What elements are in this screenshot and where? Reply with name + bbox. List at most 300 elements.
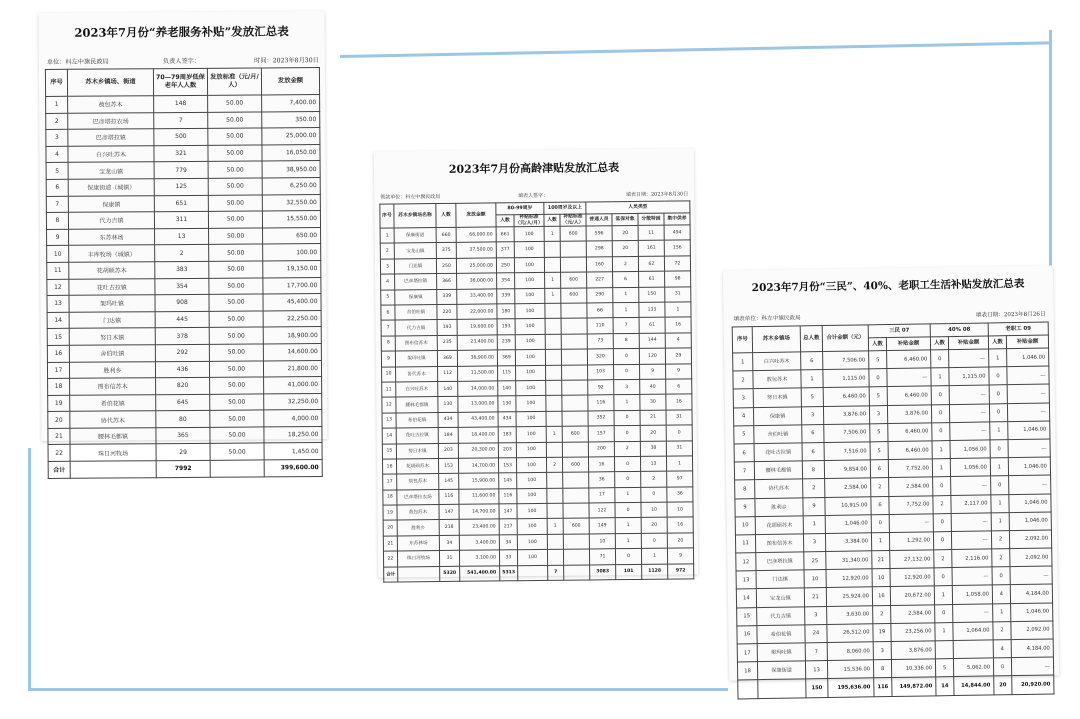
table-cell: 650.00 — [263, 227, 321, 244]
table-cell — [563, 488, 589, 504]
table-cell: 147 — [499, 504, 517, 520]
table-cell — [546, 380, 562, 396]
table-cell: 3 — [380, 259, 394, 275]
table-cell: 1,046.00 — [1007, 348, 1049, 367]
table-cell: 1 — [993, 603, 1011, 621]
table-cell: 20 — [640, 425, 666, 441]
sheet1-header-row — [45, 68, 319, 97]
table-cell — [563, 503, 589, 519]
table-cell: 珠日河牧场 — [70, 444, 156, 461]
table-cell: 0 — [991, 476, 1009, 494]
col-header: 补贴标准（元/人） — [560, 214, 586, 226]
table-cell: 东苏林场 — [397, 535, 439, 551]
table-cell: — — [950, 422, 990, 441]
table-cell: 1 — [934, 586, 952, 604]
table-cell — [547, 503, 563, 519]
table-cell: 2,584.00 — [891, 604, 935, 623]
table-cell: 0 — [932, 422, 950, 440]
table-cell: 6,460.00 — [887, 386, 931, 405]
table-cell: 8 — [381, 336, 395, 352]
table-row — [47, 227, 321, 246]
table-cell: 20,300.00 — [458, 442, 498, 458]
table-cell: 希伯花镇 — [396, 412, 438, 428]
sheet3-unit: 填表单位：科左中旗民政局 — [733, 315, 801, 323]
table-cell: 7 — [734, 462, 754, 480]
table-cell: 50.00 — [210, 410, 264, 427]
table-cell: 白兴吐苏木 — [68, 145, 154, 162]
table-cell: 20 — [383, 520, 397, 536]
col-group-header: 40% 08 — [930, 323, 988, 337]
table-cell: 150 — [639, 287, 665, 303]
total-row — [48, 460, 322, 479]
table-row — [46, 128, 320, 147]
total-cell: 541,400.00 — [460, 566, 500, 582]
table-row — [48, 410, 322, 429]
table-cell: 8 — [873, 660, 891, 678]
table-cell: 220 — [437, 304, 457, 320]
table-cell: 19,600.00 — [457, 319, 497, 335]
table-row — [46, 211, 320, 230]
table-cell: 32,550.00 — [262, 194, 320, 211]
table-cell: 2 — [155, 245, 209, 262]
table-cell: 20,672.00 — [890, 586, 934, 605]
table-cell: 9 — [803, 497, 825, 516]
sheet1-meta — [39, 47, 325, 69]
table-cell: 8 — [613, 333, 639, 349]
table-cell: 0 — [989, 385, 1007, 403]
table-cell: 白兴吐苏木 — [396, 381, 438, 397]
table-cell: 1,056.00 — [950, 440, 990, 459]
table-cell: 320 — [587, 349, 613, 365]
table-cell: 100 — [516, 442, 546, 458]
table-cell — [562, 395, 588, 411]
table-cell: 22,250.00 — [263, 310, 321, 327]
table-cell: 0 — [641, 533, 667, 549]
table-cell: 50.00 — [209, 294, 263, 311]
sheet2-table — [379, 200, 694, 582]
table-cell: 24 — [805, 624, 827, 643]
table-cell — [563, 549, 589, 565]
table-cell: 600 — [561, 272, 587, 288]
table-cell: 1 — [613, 287, 639, 303]
table-cell: 2 — [991, 531, 1009, 549]
col-header: 总人数 — [800, 326, 822, 352]
table-cell: 6 — [871, 496, 889, 514]
table-cell — [547, 534, 563, 550]
table-cell: 180 — [497, 304, 515, 320]
table-cell: 369 — [437, 350, 457, 366]
col-header: 人数 — [930, 337, 948, 350]
table-cell: 50.00 — [210, 377, 264, 394]
table-cell: 600 — [563, 518, 589, 534]
table-row — [46, 111, 320, 130]
total-cell — [70, 461, 156, 478]
table-cell: 12,920.00 — [826, 569, 872, 588]
table-cell: 0 — [989, 403, 1007, 421]
table-cell: 908 — [155, 294, 209, 311]
table-cell: 21 — [640, 410, 666, 426]
table-cell: 保康街道 — [394, 228, 436, 244]
table-cell: 645 — [156, 394, 210, 411]
table-cell: 2 — [871, 478, 889, 496]
table-cell: 3,876.00 — [823, 405, 869, 424]
table-cell: 10 — [804, 570, 826, 589]
table-cell: 努日木镇 — [753, 388, 801, 407]
table-cell: 15,550.00 — [262, 211, 320, 228]
table-cell: 100 — [516, 457, 546, 473]
table-cell: 32,250.00 — [264, 393, 322, 410]
table-cell: 148 — [154, 95, 208, 112]
table-cell: 7,400.00 — [262, 95, 320, 112]
col-header: 苏木乡镇场名称 — [394, 204, 436, 228]
table-cell: 11 — [382, 382, 396, 398]
table-cell: 1 — [547, 519, 563, 535]
table-cell: 图布信苏木 — [70, 378, 156, 395]
table-cell: — — [1008, 439, 1050, 458]
table-cell: 0 — [931, 350, 949, 368]
table-cell: 1,115.00 — [949, 367, 989, 386]
table-cell: 0 — [993, 658, 1011, 676]
table-cell: 250 — [436, 258, 456, 274]
table-cell: 434 — [438, 412, 458, 428]
table-cell: 2 — [380, 243, 394, 259]
table-cell: 100.00 — [263, 244, 321, 261]
table-cell: 33 — [499, 550, 517, 566]
table-cell: 6 — [381, 305, 395, 321]
table-cell: 11 — [638, 225, 664, 241]
table-cell: 1 — [665, 302, 691, 318]
table-cell: 17 — [383, 474, 397, 490]
table-cell: 50.00 — [208, 161, 262, 178]
table-cell: 保康街道（城镇） — [68, 179, 154, 196]
table-cell: 3,100.00 — [459, 550, 499, 566]
table-cell: 12 — [47, 279, 69, 296]
table-cell: 1 — [989, 349, 1007, 367]
table-cell: 6 — [734, 444, 754, 462]
table-cell: 5 — [935, 659, 953, 677]
table-cell: 100 — [516, 411, 546, 427]
table-cell: 15,536.00 — [827, 660, 873, 679]
table-cell: 20 — [48, 412, 70, 429]
table-cell: 235 — [437, 335, 457, 351]
table-cell: 0 — [933, 477, 951, 495]
table-cell: 14 — [47, 312, 69, 329]
table-cell: 1 — [803, 515, 825, 534]
table-cell: 292 — [155, 344, 209, 361]
total-cell: 972 — [668, 563, 694, 579]
table-cell: 2 — [993, 621, 1011, 639]
table-cell: 20 — [667, 533, 693, 549]
table-cell: 50.00 — [209, 360, 263, 377]
table-cell: 9 — [735, 498, 755, 516]
table-cell: 20 — [641, 518, 667, 534]
table-cell: 1,450.00 — [264, 443, 322, 460]
table-cell: 50.00 — [209, 244, 263, 261]
table-cell: 1 — [931, 368, 949, 386]
total-cell: 7 — [548, 565, 564, 581]
table-cell: 157 — [588, 426, 614, 442]
table-row — [47, 343, 321, 362]
table-cell: 23,400.00 — [459, 519, 499, 535]
table-cell: 6 — [801, 352, 823, 371]
table-cell: 98 — [665, 271, 691, 287]
table-cell: 巴彦塔拉农场 — [68, 112, 154, 129]
table-cell: 298 — [586, 241, 612, 257]
table-cell: 100 — [517, 534, 547, 550]
table-cell: 92 — [588, 380, 614, 396]
total-cell: 195,636.00 — [828, 678, 874, 697]
table-cell: 14,700.00 — [458, 458, 498, 474]
table-row — [47, 244, 321, 263]
table-cell: 112 — [438, 366, 458, 382]
table-cell: 9 — [640, 364, 666, 380]
table-cell: 596 — [586, 226, 612, 242]
table-cell: 1 — [932, 441, 950, 459]
table-cell: 100 — [516, 396, 546, 412]
table-cell: 2,584.00 — [825, 478, 871, 497]
col-group-header: 三民 07 — [868, 324, 930, 338]
table-row — [47, 277, 321, 296]
sheet1-date: 时间：2023年8月30日 — [254, 57, 319, 65]
table-cell: — — [949, 349, 989, 368]
table-cell: 16,050.00 — [262, 144, 320, 161]
total-cell: 20,920.00 — [1012, 675, 1054, 694]
table-cell: 2 — [933, 495, 951, 513]
table-cell: — — [887, 368, 931, 387]
table-cell: 100 — [517, 550, 547, 566]
table-cell: 36 — [667, 487, 693, 503]
table-cell: 门达镇 — [69, 311, 155, 328]
sheet1-unit: 单位：科左中旗民政局 — [46, 58, 109, 66]
table-cell: 600 — [560, 226, 586, 242]
table-cell: 34 — [439, 535, 459, 551]
sheet1-table — [45, 67, 323, 479]
table-cell: 50.00 — [209, 311, 263, 328]
table-cell: 巴彦塔拉农场 — [397, 489, 439, 505]
table-cell: — — [951, 476, 991, 495]
table-cell — [561, 349, 587, 365]
table-row — [47, 260, 321, 279]
table-cell: 250 — [496, 258, 514, 274]
table-cell — [546, 411, 562, 427]
table-cell: 147 — [439, 504, 459, 520]
table-cell: 0 — [933, 531, 951, 549]
table-cell: 153 — [498, 458, 516, 474]
table-cell: 3 — [801, 406, 823, 425]
table-cell: 8 — [735, 480, 755, 498]
table-cell: 3,384.00 — [825, 533, 871, 552]
table-cell: 144 — [639, 333, 665, 349]
table-cell: 2 — [614, 441, 640, 457]
table-cell: 311 — [154, 211, 208, 228]
table-cell: 0 — [931, 386, 949, 404]
table-cell: 3,630.00 — [827, 605, 873, 624]
table-cell: 希伯花镇 — [757, 625, 805, 644]
table-cell: 6 — [46, 179, 68, 196]
table-cell — [544, 242, 560, 258]
table-cell: 50.00 — [208, 145, 262, 162]
table-cell: 代力吉镇 — [395, 320, 437, 336]
table-cell: — — [951, 531, 991, 550]
table-cell: 门达镇 — [756, 570, 804, 589]
table-cell: 350.00 — [262, 111, 320, 128]
total-cell — [210, 460, 264, 477]
table-cell: 敖包苏木 — [397, 505, 439, 521]
table-cell: 50.00 — [208, 128, 262, 145]
table-cell: — — [889, 514, 933, 533]
table-cell: 腰林毛都镇 — [70, 428, 156, 445]
table-cell — [560, 241, 586, 257]
col-header: 补贴金额 — [1006, 335, 1048, 349]
table-cell: 50.00 — [208, 178, 262, 195]
table-cell — [544, 257, 560, 273]
table-cell: 10 — [735, 516, 755, 534]
table-cell: 149 — [589, 518, 615, 534]
table-cell: 100 — [515, 303, 545, 319]
table-cell: 13 — [640, 456, 666, 472]
table-cell: 38,950.00 — [262, 161, 320, 178]
table-cell: 290 — [587, 287, 613, 303]
table-cell: 14 — [736, 589, 756, 607]
table-row — [46, 178, 320, 197]
table-cell: 2 — [803, 479, 825, 498]
table-cell: 17,700.00 — [263, 277, 321, 294]
table-cell: 3 — [803, 533, 825, 552]
table-cell: 50.00 — [209, 228, 263, 245]
table-cell: 3 — [733, 389, 753, 407]
frame-line-top — [340, 41, 1052, 57]
table-cell: 25,000.00 — [456, 258, 496, 274]
table-cell: 203 — [438, 443, 458, 459]
table-cell: 14 — [382, 428, 396, 444]
table-cell: 16 — [382, 459, 396, 475]
col-header: 补贴金额 — [886, 337, 930, 351]
table-row — [48, 393, 322, 412]
table-cell: 1 — [615, 518, 641, 534]
table-cell — [545, 303, 561, 319]
total-row — [738, 675, 1054, 698]
table-cell: 4 — [46, 146, 68, 163]
table-cell: 1 — [544, 226, 560, 242]
table-cell: 1 — [666, 456, 692, 472]
table-cell: 50.00 — [208, 211, 262, 228]
table-cell: 1 — [615, 487, 641, 503]
table-cell: 26,512.00 — [827, 624, 873, 643]
table-cell: 239 — [497, 334, 515, 350]
table-cell: 1 — [991, 494, 1009, 512]
table-cell: 10 — [47, 246, 69, 263]
table-cell: 21 — [872, 551, 890, 569]
total-cell: 149,872.00 — [892, 677, 936, 696]
table-cell: 339 — [437, 289, 457, 305]
table-cell: 0 — [613, 349, 639, 365]
table-cell: 1 — [46, 96, 68, 113]
table-cell: 100 — [516, 427, 546, 443]
table-cell: 227 — [587, 272, 613, 288]
table-cell: 11,600.00 — [459, 489, 499, 505]
table-cell: 20 — [612, 241, 638, 257]
table-row — [47, 310, 321, 329]
table-cell: 33,400.00 — [457, 289, 497, 305]
table-cell: 31 — [666, 440, 692, 456]
table-cell: 50.00 — [210, 394, 264, 411]
table-cell: 153 — [438, 458, 458, 474]
table-cell: — — [952, 567, 992, 586]
table-cell: 3 — [614, 379, 640, 395]
table-cell: 19 — [873, 623, 891, 641]
table-cell: 140 — [498, 381, 516, 397]
table-cell: 22,000.00 — [457, 304, 497, 320]
table-cell: 4 — [992, 585, 1010, 603]
table-cell: 2 — [46, 113, 68, 130]
table-cell — [545, 334, 561, 350]
table-cell: 145 — [499, 473, 517, 489]
table-cell: 2,584.00 — [889, 477, 933, 496]
table-cell: 2,117.00 — [951, 494, 991, 513]
table-cell: 116 — [588, 395, 614, 411]
sheet3-date: 填表日期：2023年8月26日 — [975, 311, 1046, 319]
table-cell: 73 — [587, 333, 613, 349]
table-cell: 31 — [439, 551, 459, 567]
table-row — [46, 95, 320, 114]
table-cell: 13 — [155, 228, 209, 245]
table-cell: 130 — [438, 397, 458, 413]
table-cell: 门达镇 — [394, 258, 436, 274]
table-cell: 2 — [934, 550, 952, 568]
table-cell: 5 — [870, 441, 888, 459]
table-cell: 敖包苏木 — [753, 370, 801, 389]
table-cell: 保康镇 — [753, 406, 801, 425]
total-cell — [758, 679, 806, 698]
table-cell: 14,700.00 — [459, 504, 499, 520]
table-cell: — — [1010, 566, 1052, 585]
table-cell: 7 — [154, 112, 208, 129]
table-cell: 6,460.00 — [888, 423, 932, 442]
table-cell: 23,400.00 — [457, 335, 497, 351]
table-cell: 0 — [934, 568, 952, 586]
table-cell: 434 — [498, 411, 516, 427]
table-cell: 100 — [517, 503, 547, 519]
table-cell — [561, 318, 587, 334]
frame-line-right — [1049, 30, 1052, 280]
total-cell — [398, 566, 440, 582]
col-group-header: 人员类型 — [586, 201, 690, 214]
table-cell: 9 — [47, 229, 69, 246]
table-cell: 10,336.00 — [891, 659, 935, 678]
table-cell: 宝龙山镇 — [756, 588, 804, 607]
table-cell: 19 — [48, 395, 70, 412]
table-cell: 5 — [870, 423, 888, 441]
table-cell: 100 — [517, 519, 547, 535]
table-cell: 丰库牧场（城镇） — [69, 245, 155, 262]
table-cell: 22 — [48, 445, 70, 462]
table-cell: 62 — [638, 256, 664, 272]
table-cell: 10 — [382, 367, 396, 383]
table-cell: 腰林毛都镇 — [754, 461, 802, 480]
table-cell: 31 — [666, 410, 692, 426]
table-row — [46, 161, 320, 180]
table-cell: 375 — [436, 243, 456, 259]
table-cell: 6,460.00 — [888, 441, 932, 460]
total-cell: 1128 — [642, 564, 668, 580]
table-cell: 445 — [155, 311, 209, 328]
table-cell: 15,900.00 — [459, 473, 499, 489]
col-header: 补贴标准（元/人/月） — [515, 214, 543, 226]
col-header: 低保对象 — [612, 213, 638, 225]
table-cell: 16 — [47, 345, 69, 362]
table-cell: 23,256.00 — [891, 623, 935, 642]
table-cell: 50.00 — [209, 327, 263, 344]
